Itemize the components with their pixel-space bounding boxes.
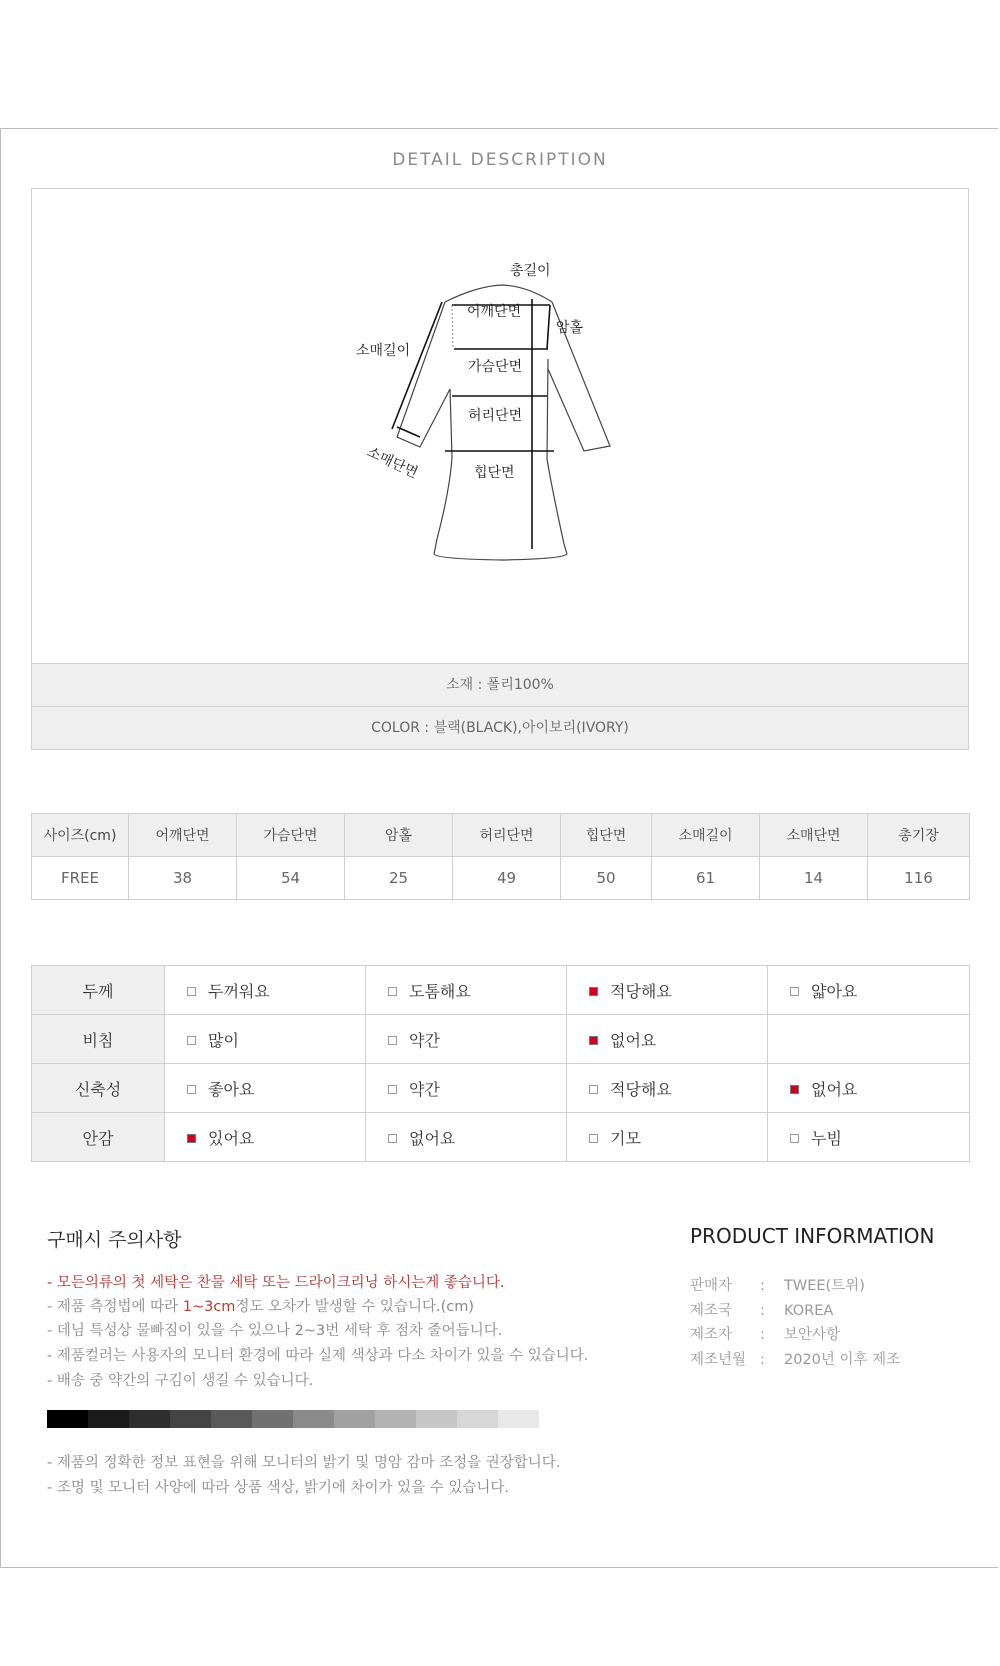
header-cell: 가슴단면 bbox=[237, 814, 345, 857]
feel-option-label: 적당해요 bbox=[610, 981, 672, 1001]
unchecked-box-icon bbox=[388, 1134, 397, 1143]
feel-option-cell bbox=[165, 1064, 366, 1113]
feel-row bbox=[32, 1064, 970, 1113]
feel-option-cell bbox=[366, 1015, 567, 1064]
product-info-key: 제조국 bbox=[690, 1302, 733, 1319]
unchecked-box-icon bbox=[388, 987, 397, 996]
note-text: 정도 오차가 발생할 수 있습니다.(cm) bbox=[235, 1299, 474, 1315]
unchecked-box-icon bbox=[187, 987, 196, 996]
feel-option-label: 좋아요 bbox=[208, 1079, 255, 1099]
sleeve-width-line bbox=[397, 427, 420, 437]
dress-diagram bbox=[32, 189, 968, 663]
size-table-header bbox=[32, 814, 970, 857]
feel-option-label: 많이 bbox=[208, 1030, 239, 1050]
grayscale-swatch bbox=[252, 1410, 293, 1428]
note-line: - 데님 특성상 물빠짐이 있을 수 있으나 2~3번 세탁 후 점차 줄어듭니다. bbox=[47, 1323, 503, 1339]
grayscale-swatch bbox=[457, 1410, 498, 1428]
product-info-separator: : bbox=[760, 1351, 765, 1368]
header-cell: 총기장 bbox=[868, 814, 970, 857]
header-cell: 소매길이 bbox=[652, 814, 760, 857]
note-line bbox=[47, 1295, 474, 1316]
product-info-key: 제조자 bbox=[690, 1327, 733, 1343]
armhole-line bbox=[547, 305, 550, 349]
size-cell: 116 bbox=[868, 857, 970, 900]
monitor-note: - 조명 및 모니터 사양에 따라 상품 색상, 밝기에 차이가 있을 수 있습니다. bbox=[47, 1480, 509, 1496]
feel-option-label: 적당해요 bbox=[610, 1079, 672, 1099]
label-armhole: 암홀 bbox=[556, 320, 584, 336]
product-info-row bbox=[690, 1323, 840, 1344]
product-info-value: KOREA bbox=[784, 1302, 834, 1319]
grayscale-swatch bbox=[334, 1410, 375, 1428]
size-diagram-box bbox=[31, 188, 969, 664]
feel-option-cell bbox=[768, 1015, 970, 1064]
feel-option-cell bbox=[768, 1113, 970, 1162]
feel-option-label: 없어요 bbox=[610, 1030, 657, 1050]
product-info-separator: : bbox=[760, 1327, 765, 1343]
note-text: - 제품 측정법에 따라 bbox=[47, 1299, 183, 1315]
feel-option-label: 기모 bbox=[610, 1128, 641, 1148]
left-sleeve-shape bbox=[397, 302, 450, 447]
grayscale-swatch bbox=[129, 1410, 170, 1428]
color-bar: COLOR : 블랙(BLACK),아이보리(IVORY) bbox=[31, 706, 969, 750]
product-info-value: 보안사항 bbox=[784, 1327, 841, 1343]
monitor-note: - 제품의 정확한 정보 표현을 위해 모니터의 밝기 및 명암 감마 조정을 권장합니다. bbox=[47, 1455, 561, 1471]
product-info-row bbox=[690, 1348, 900, 1369]
feel-option-cell bbox=[768, 966, 970, 1015]
feel-row bbox=[32, 966, 970, 1015]
header-cell: 허리단면 bbox=[453, 814, 561, 857]
grayscale-swatch bbox=[293, 1410, 334, 1428]
feel-option-cell bbox=[165, 1015, 366, 1064]
header-cell: 사이즈(cm) bbox=[32, 814, 129, 857]
feel-option-cell bbox=[165, 1113, 366, 1162]
product-info-key: 판매자 bbox=[690, 1278, 733, 1294]
size-table bbox=[31, 813, 970, 900]
feel-option-label: 있어요 bbox=[208, 1128, 255, 1148]
label-total-length: 총길이 bbox=[510, 263, 551, 279]
sleeve-length-line bbox=[392, 302, 442, 429]
label-sleeve-length: 소매길이 bbox=[356, 343, 411, 359]
note-line: - 모든의류의 첫 세탁은 찬물 세탁 또는 드라이크리닝 하시는게 좋습니다. bbox=[47, 1275, 505, 1291]
size-cell: 61 bbox=[652, 857, 760, 900]
product-info-separator: : bbox=[760, 1302, 765, 1319]
grayscale-swatch bbox=[88, 1410, 129, 1428]
label-sleeve-width: 소매단면 bbox=[364, 444, 421, 482]
feel-option-label: 누빔 bbox=[811, 1128, 842, 1148]
grayscale-swatch bbox=[498, 1410, 539, 1428]
feel-option-label: 약간 bbox=[409, 1030, 440, 1050]
feel-option-label: 없어요 bbox=[409, 1128, 456, 1148]
unchecked-box-icon bbox=[187, 1036, 196, 1045]
feel-option-cell bbox=[366, 1064, 567, 1113]
feel-option-cell bbox=[165, 966, 366, 1015]
grayscale-swatch bbox=[170, 1410, 211, 1428]
feel-option-label: 약간 bbox=[409, 1079, 440, 1099]
label-shoulder: 어깨단면 bbox=[467, 304, 522, 320]
feel-option-cell bbox=[567, 1064, 768, 1113]
unchecked-box-icon bbox=[790, 987, 799, 996]
note-line: - 제품컬러는 사용자의 모니터 환경에 따라 실제 색상과 다소 차이가 있을 수 있습니다. bbox=[47, 1348, 589, 1364]
unchecked-box-icon bbox=[589, 1134, 598, 1143]
unchecked-box-icon bbox=[589, 1085, 598, 1094]
checked-box-icon bbox=[187, 1134, 196, 1143]
feel-option-label: 두꺼워요 bbox=[208, 981, 270, 1001]
feel-option-cell bbox=[567, 1113, 768, 1162]
product-info-row bbox=[690, 1274, 865, 1295]
grayscale-swatch bbox=[416, 1410, 457, 1428]
neckline-shape bbox=[445, 285, 552, 302]
feel-option-cell bbox=[768, 1064, 970, 1113]
product-info-row bbox=[690, 1299, 833, 1320]
unchecked-box-icon bbox=[187, 1085, 196, 1094]
checked-box-icon bbox=[589, 1036, 598, 1045]
feel-row-label: 비침 bbox=[32, 1015, 165, 1064]
note-line: - 배송 중 약간의 구김이 생길 수 있습니다. bbox=[47, 1373, 314, 1389]
size-table-row bbox=[32, 857, 970, 900]
notes-heading: 구매시 주의사항 bbox=[47, 1229, 182, 1251]
checked-box-icon bbox=[790, 1085, 799, 1094]
feel-row bbox=[32, 1113, 970, 1162]
unchecked-box-icon bbox=[388, 1036, 397, 1045]
product-info-heading: PRODUCT INFORMATION bbox=[690, 1224, 935, 1248]
feel-row bbox=[32, 1015, 970, 1064]
label-waist: 허리단면 bbox=[468, 408, 523, 424]
header-cell: 힙단면 bbox=[561, 814, 652, 857]
product-info-key: 제조년월 bbox=[690, 1351, 747, 1368]
size-cell: 54 bbox=[237, 857, 345, 900]
unchecked-box-icon bbox=[388, 1085, 397, 1094]
fabric-feel-table bbox=[31, 965, 970, 1162]
size-cell: 25 bbox=[345, 857, 453, 900]
armhole-guide bbox=[452, 305, 453, 349]
feel-option-label: 얇아요 bbox=[811, 981, 858, 1001]
header-cell: 소매단면 bbox=[760, 814, 868, 857]
size-cell: FREE bbox=[32, 857, 129, 900]
hem-shape bbox=[434, 554, 567, 560]
feel-option-cell bbox=[366, 966, 567, 1015]
checked-box-icon bbox=[589, 987, 598, 996]
feel-row-label: 두께 bbox=[32, 966, 165, 1015]
product-info-value: TWEE(트위) bbox=[784, 1278, 865, 1294]
note-highlight: 1~3cm bbox=[182, 1299, 236, 1315]
product-info-separator: : bbox=[760, 1278, 765, 1294]
size-cell: 49 bbox=[453, 857, 561, 900]
feel-row-label: 신축성 bbox=[32, 1064, 165, 1113]
feel-option-cell bbox=[366, 1113, 567, 1162]
label-hip: 힙단면 bbox=[474, 465, 515, 481]
label-chest: 가슴단면 bbox=[468, 359, 523, 375]
feel-row-label: 안감 bbox=[32, 1113, 165, 1162]
feel-option-label: 도톰해요 bbox=[409, 981, 471, 1001]
product-info-value: 2020년 이후 제조 bbox=[784, 1351, 901, 1368]
grayscale-swatch bbox=[211, 1410, 252, 1428]
header-cell: 암홀 bbox=[345, 814, 453, 857]
feel-option-cell bbox=[567, 1015, 768, 1064]
grayscale-bar bbox=[47, 1410, 539, 1428]
grayscale-swatch bbox=[375, 1410, 416, 1428]
size-cell: 50 bbox=[561, 857, 652, 900]
size-cell: 14 bbox=[760, 857, 868, 900]
section-title: DETAIL DESCRIPTION bbox=[392, 150, 608, 170]
grayscale-swatch bbox=[47, 1410, 88, 1428]
size-cell: 38 bbox=[129, 857, 237, 900]
header-cell: 어깨단면 bbox=[129, 814, 237, 857]
unchecked-box-icon bbox=[790, 1134, 799, 1143]
feel-option-label: 없어요 bbox=[811, 1079, 858, 1099]
feel-option-cell bbox=[567, 966, 768, 1015]
material-bar: 소재 : 폴리100% bbox=[31, 663, 969, 707]
